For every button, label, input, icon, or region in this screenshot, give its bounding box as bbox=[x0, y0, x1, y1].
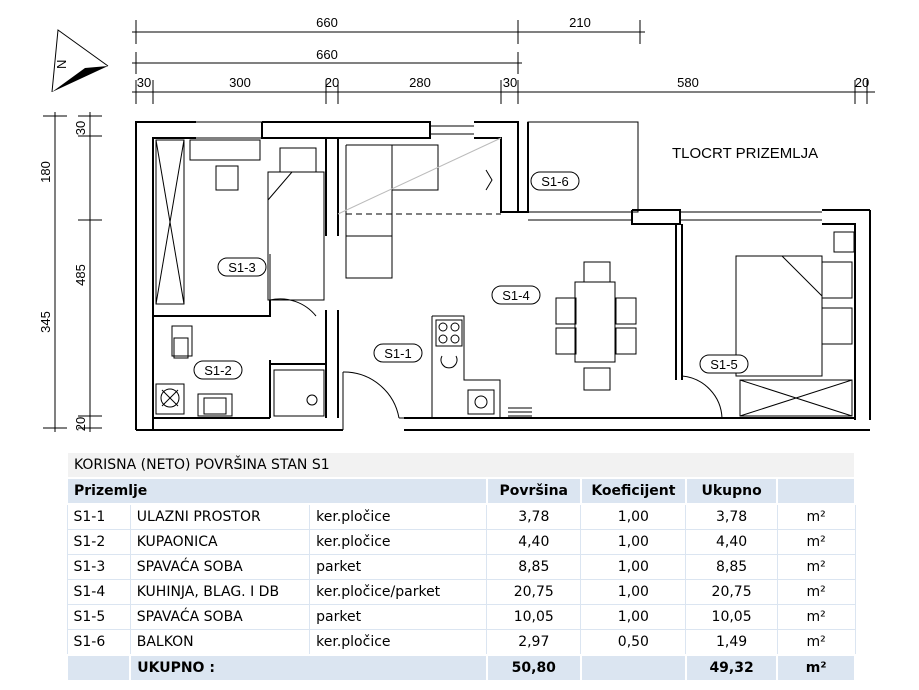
table-header-row bbox=[67, 478, 855, 504]
cell-coef: 1,00 bbox=[581, 530, 686, 555]
cell-name: KUHINJA, BLAG. I DB bbox=[130, 580, 309, 605]
room-labels bbox=[194, 172, 748, 379]
room-label-s1-3: S1-3 bbox=[228, 260, 256, 275]
dim-left-30: 30 bbox=[73, 120, 88, 136]
dim-30-a: 30 bbox=[136, 75, 152, 90]
top-dimension-labels bbox=[137, 15, 869, 90]
col-header-unit bbox=[777, 478, 855, 504]
bedroom-s1-5-furniture bbox=[736, 232, 854, 416]
cell-unit: m² bbox=[777, 530, 855, 555]
cell-floor: parket bbox=[310, 555, 487, 580]
room-label-s1-2: S1-2 bbox=[204, 363, 232, 378]
cell-floor: ker.pločice bbox=[310, 530, 487, 555]
cell-name: SPAVAĆA SOBA bbox=[130, 605, 309, 630]
cell-floor: ker.pločice bbox=[310, 504, 487, 530]
cell-name: KUPAONICA bbox=[130, 530, 309, 555]
dim-20-b: 20 bbox=[854, 75, 870, 90]
cell-total: 3,78 bbox=[686, 504, 777, 530]
room-label-s1-5: S1-5 bbox=[710, 357, 738, 372]
cell-area: 2,97 bbox=[487, 630, 581, 656]
cell-unit: m² bbox=[777, 504, 855, 530]
cell-total: 4,40 bbox=[686, 530, 777, 555]
north-label: N bbox=[54, 59, 69, 69]
dim-280: 280 bbox=[409, 75, 431, 90]
dim-300: 300 bbox=[229, 75, 251, 90]
table-row-s1-1 bbox=[67, 504, 855, 530]
cell-unit: m² bbox=[777, 605, 855, 630]
dim-20-a: 20 bbox=[324, 75, 340, 90]
room-label-s1-1: S1-1 bbox=[384, 346, 412, 361]
total-total: 49,32 bbox=[686, 655, 777, 681]
north-arrow-icon bbox=[52, 30, 108, 92]
cell-area: 20,75 bbox=[487, 580, 581, 605]
dim-left-485: 485 bbox=[73, 264, 88, 286]
cell-total: 20,75 bbox=[686, 580, 777, 605]
cell-coef: 1,00 bbox=[581, 555, 686, 580]
cell-coef: 1,00 bbox=[581, 580, 686, 605]
total-area: 50,80 bbox=[487, 655, 581, 681]
cell-floor: ker.pločice bbox=[310, 630, 487, 656]
cell-code: S1-5 bbox=[67, 605, 130, 630]
plan-title: TLOCRT PRIZEMLJA bbox=[672, 145, 819, 162]
dim-left-180: 180 bbox=[38, 161, 53, 183]
balcony-outline bbox=[528, 122, 638, 212]
dim-mid-660: 660 bbox=[316, 47, 338, 62]
dim-top-210: 210 bbox=[569, 15, 591, 30]
total-coef-empty bbox=[581, 655, 686, 681]
table-row-s1-5 bbox=[67, 605, 855, 630]
table-total-row bbox=[67, 655, 855, 681]
section-label: Prizemlje bbox=[67, 478, 487, 504]
cell-code: S1-2 bbox=[67, 530, 130, 555]
kitchen-furniture bbox=[432, 316, 532, 418]
top-dimensions bbox=[132, 20, 875, 104]
dim-left-345: 345 bbox=[38, 311, 53, 333]
table-row-s1-2 bbox=[67, 530, 855, 555]
cell-area: 10,05 bbox=[487, 605, 581, 630]
cell-total: 1,49 bbox=[686, 630, 777, 656]
dim-30-b: 30 bbox=[502, 75, 518, 90]
table-caption-row bbox=[67, 452, 855, 478]
total-label: UKUPNO : bbox=[130, 655, 486, 681]
table-row-s1-6 bbox=[67, 630, 855, 656]
table-row-s1-4 bbox=[67, 580, 855, 605]
total-empty bbox=[67, 655, 130, 681]
cell-code: S1-4 bbox=[67, 580, 130, 605]
cell-total: 10,05 bbox=[686, 605, 777, 630]
cell-floor: ker.pločice/parket bbox=[310, 580, 487, 605]
total-unit: m² bbox=[777, 655, 855, 681]
cell-code: S1-1 bbox=[67, 504, 130, 530]
bedroom-s1-3-furniture bbox=[156, 140, 324, 304]
cell-area: 3,78 bbox=[487, 504, 581, 530]
cell-code: S1-3 bbox=[67, 555, 130, 580]
cell-unit: m² bbox=[777, 555, 855, 580]
dim-top-660: 660 bbox=[316, 15, 338, 30]
table-caption: KORISNA (NETO) POVRŠINA STAN S1 bbox=[67, 452, 855, 478]
cell-coef: 0,50 bbox=[581, 630, 686, 656]
area-table bbox=[66, 451, 856, 682]
cell-area: 4,40 bbox=[487, 530, 581, 555]
cell-unit: m² bbox=[777, 580, 855, 605]
dim-580: 580 bbox=[677, 75, 699, 90]
cell-total: 8,85 bbox=[686, 555, 777, 580]
room-label-s1-6: S1-6 bbox=[541, 174, 569, 189]
cell-unit: m² bbox=[777, 630, 855, 656]
cell-name: BALKON bbox=[130, 630, 309, 656]
left-dimension-labels bbox=[38, 121, 88, 431]
col-header-total: Ukupno bbox=[686, 478, 777, 504]
dim-left-20: 20 bbox=[73, 416, 88, 432]
cell-floor: parket bbox=[310, 605, 487, 630]
col-header-coef: Koeficijent bbox=[581, 478, 686, 504]
cell-name: ULAZNI PROSTOR bbox=[130, 504, 309, 530]
table-row-s1-3 bbox=[67, 555, 855, 580]
cell-area: 8,85 bbox=[487, 555, 581, 580]
cell-name: SPAVAĆA SOBA bbox=[130, 555, 309, 580]
cell-coef: 1,00 bbox=[581, 605, 686, 630]
col-header-area: Površina bbox=[487, 478, 581, 504]
cell-code: S1-6 bbox=[67, 630, 130, 656]
cell-coef: 1,00 bbox=[581, 504, 686, 530]
room-label-s1-4: S1-4 bbox=[502, 288, 530, 303]
